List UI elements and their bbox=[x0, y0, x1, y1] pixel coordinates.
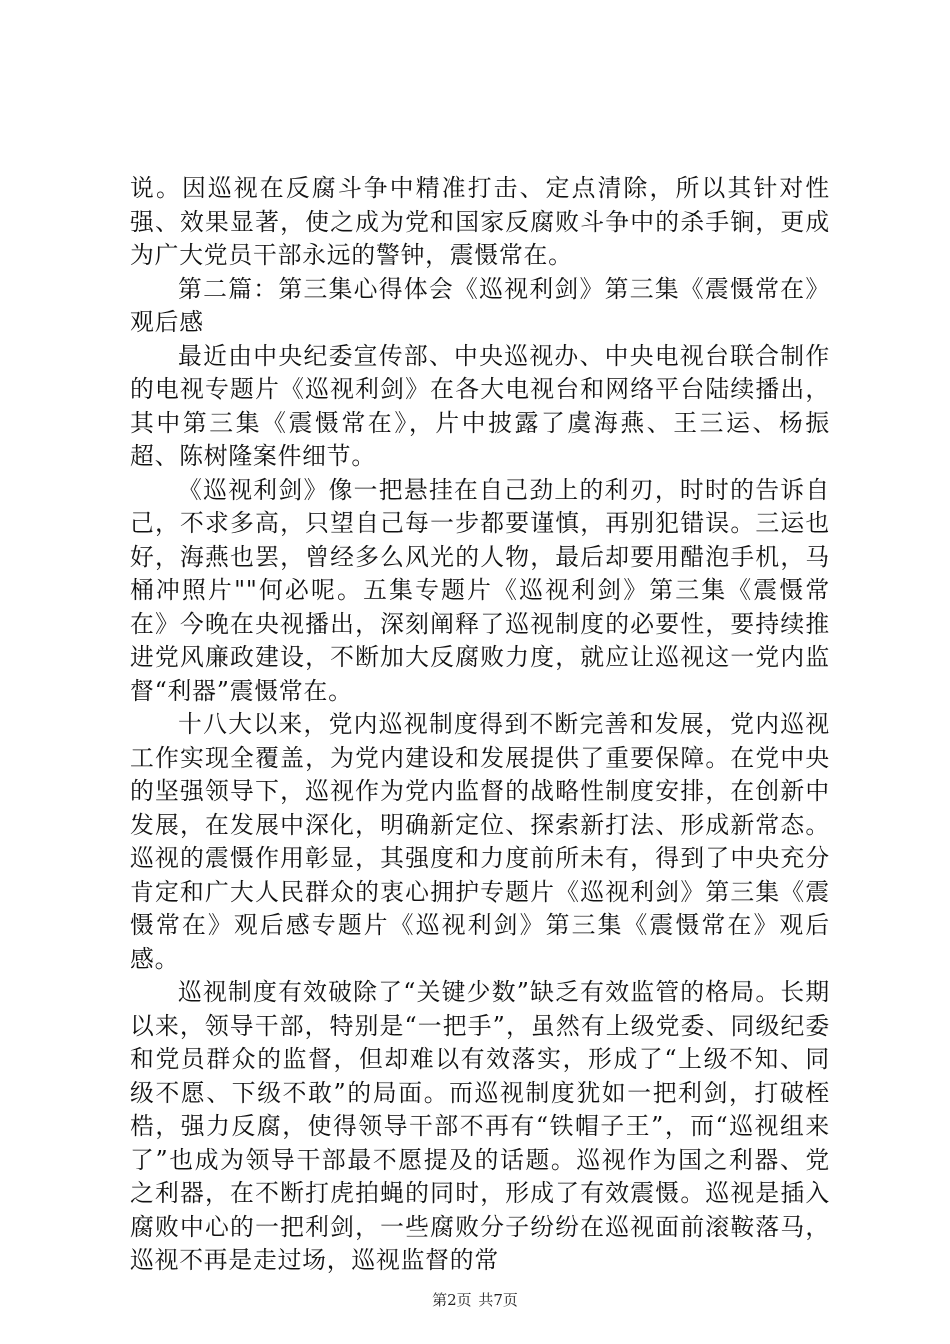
page-number: 第2页 bbox=[432, 1291, 472, 1309]
paragraph-4: 《巡视利剑》像一把悬挂在自己劲上的利刃，时时的告诉自己，不求多高，只望自己每一步都要谨慎，再别犯错误。三运也好，海燕也罢，曾经多么风光的人物，最后却要用醋泡手机，马桶冲照片""何必呢。五集专题片《巡视利剑》第三集《震慑常在》今晚在央视播出，深刻阐释了巡视制度的必要性，要持续推进党风廉政建设，不断加大反腐败力度，就应让巡视这一党内监督“利器”震慑常在。 bbox=[130, 475, 830, 705]
page-footer bbox=[0, 1290, 950, 1310]
paragraph-3: 最近由中央纪委宣传部、中央巡视办、中央电视台联合制作的电视专题片《巡视利剑》在各大电视台和网络平台陆续播出，其中第三集《震慑常在》，片中披露了虞海燕、王三运、杨振超、陈树隆案件细节。 bbox=[130, 341, 830, 470]
paragraph-1: 说。因巡视在反腐斗争中精准打击、定点清除，所以其针对性强、效果显著，使之成为党和国家反腐败斗争中的杀手锏，更成为广大党员干部永远的警钟，震慑常在。 bbox=[130, 174, 830, 269]
paragraph-6: 巡视制度有效破除了“关键少数”缺乏有效监管的格局。长期以来，领导干部，特别是“一把手”，虽然有上级党委、同级纪委和党员群众的监督，但却难以有效落实，形成了“上级不知、同级不愿、下级不敢”的局面。而巡视制度犹如一把利剑，打破桎梏，强力反腐，使得领导干部不再有“铁帽子王”，而“巡视组来了”也成为领导干部最不愿提及的话题。巡视作为国之利器、党之利器，在不断打虎拍蝇的同时，形成了有效震慑。巡视是插入腐败中心的一把利剑，一些腐败分子纷纷在巡视面前滚鞍落马，巡视不再是走过场，巡视监督的常 bbox=[130, 978, 830, 1274]
document-body bbox=[130, 172, 830, 1278]
paragraph-5: 十八大以来，党内巡视制度得到不断完善和发展，党内巡视工作实现全覆盖，为党内建设和发展提供了重要保障。在党中央的坚强领导下，巡视作为党内监督的战略性制度安排，在创新中发展，在发展中深化，明确新定位、探索新打法、形成新常态。巡视的震慑作用彰显，其强度和力度前所未有，得到了中央充分肯定和广大人民群众的衷心拥护专题片《巡视利剑》第三集《震慑常在》观后感专题片《巡视利剑》第三集《震慑常在》观后感。 bbox=[130, 710, 830, 973]
paragraph-2-heading: 第二篇：第三集心得体会《巡视利剑》第三集《震慑常在》观后感 bbox=[130, 274, 830, 336]
page-total: 共7页 bbox=[478, 1291, 518, 1309]
